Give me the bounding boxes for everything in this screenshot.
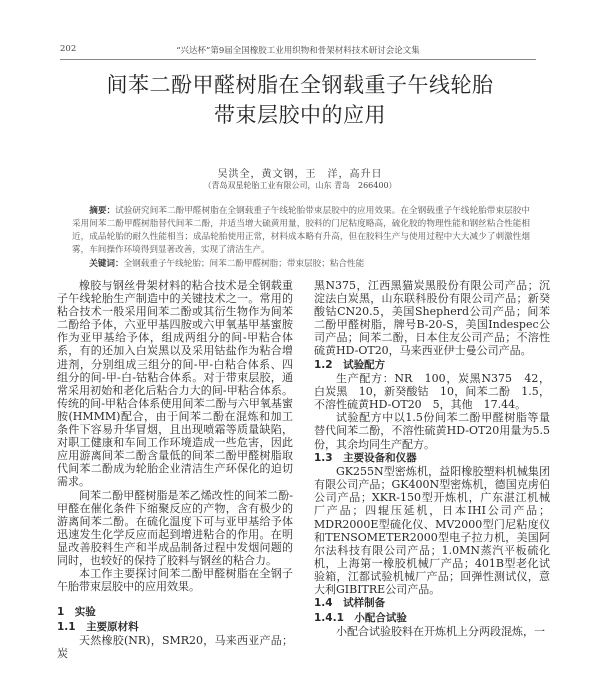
conference-title: “兴达杯”第9届全国橡胶工业用织物和骨架材料技术研讨会论文集 <box>176 46 420 56</box>
keywords-label: 关键词： <box>89 259 124 269</box>
keywords <box>72 257 530 269</box>
keywords-text: 全钢载重子午线轮胎；间苯二酚甲醛树脂；带束层胶；粘合性能 <box>123 259 365 269</box>
paragraph: GK255N型密炼机，益阳橡胶塑料机械集团有限公司产品；GK400N型密炼机，德国克虏伯公司产品；XKR-150型开炼机，广东湛江机械厂产品；四辊压延机，日本IHI公司产品；MDR2000E型硫化仪、MV2000型门尼粘度仪和TENSOMETER2000型电子拉力机，美国阿尔法科技有限公司产品；1.0MN蒸汽平板硫化机，上海第一橡胶机械厂产品；401B型老化试验箱，江都试验机械厂产品；回弹性测试仪，意大利GIBITRE公司产品。 <box>314 465 550 596</box>
subsection-heading-sample-prep: 1.4 试样制备 <box>314 597 386 610</box>
header-rule <box>60 59 536 60</box>
subsection-heading-materials: 1.1 主要原材料 <box>57 620 139 633</box>
paragraph: 黑N375，江西黑猫炭黑股份有限公司产品；沉淀法白炭黑，山东联科股份有限公司产品；新癸酸钴CN20.5，美国Shepherd公司产品；间苯二酚甲醛树脂，牌号B-20-S，美国Indespec公司产品；间苯二酚，日本住友公司产品；不溶性硫黄HD-OT20，马来西亚伊士曼公司产品。 <box>314 279 550 358</box>
running-header <box>60 42 536 58</box>
section-heading-experiment: 1 实验 <box>57 606 96 619</box>
subsection-heading-formula: 1.2 试验配方 <box>314 358 386 371</box>
title-line-2: 带束层胶中的应用 <box>214 103 386 127</box>
paragraph: 间苯二酚甲醛树脂是苯乙烯改性的间苯二酚-甲醛在催化条件下缩聚反应的产物，含有极少的游离间苯二酚。在硫化温度下可与亚甲基给予体迅速发生化学反应而起到增进粘合的作用。在明显改善胶料生产和半成品制备过程中发烟问题的同时，也较好的保持了胶料与钢丝的粘合力。 <box>57 488 293 567</box>
page-number: 202 <box>60 44 77 54</box>
paper-title <box>0 70 600 130</box>
authors: 吴洪全，黄文钢，王 洋，高升日 <box>217 169 383 180</box>
paragraph: 天然橡胶(NR)，SMR20，马来西亚产品；炭 <box>57 634 293 661</box>
paragraph: 试验配方中以1.5份间苯二酚甲醛树脂等量替代间苯二酚，不溶性硫黄HD-OT20用量为5.5份，其余均同生产配方。 <box>314 411 550 451</box>
subsection-heading-small-mix: 1.4.1 小配合试验 <box>314 611 407 624</box>
paragraph: 小配合试验胶料在开炼机上分两段混炼，一 <box>336 625 545 639</box>
paragraph: 生产配方：NR 100，炭黑N375 42，白炭黑 10，新癸酸钴 10，间苯二酚 1.5，不溶性硫黄HD-OT20 5，其他 17.44。 <box>314 372 550 412</box>
abstract <box>72 205 530 257</box>
subsection-heading-equipment: 1.3 主要设备和仪器 <box>314 451 417 464</box>
abstract-label: 摘要： <box>89 206 116 216</box>
paragraph: 橡胶与钢丝骨架材料的粘合技术是全钢载重子午线轮胎生产制造中的关键技术之一。常用的粘合技术一般采用间苯二酚或其衍生物作为间苯二酚给予体，六亚甲基四胺或六甲氧基甲基蜜胺作为亚甲基给予体，组成两组分的间-甲粘合体系，有的还加入白炭黑以及采用钴盐作为粘合增进剂，分别组成三组分的间-甲-白粘合体系、四组分的间-甲-白-钴粘合体系。对于带束层胶，通常采用初始和老化后粘合力大的间-甲粘合体系。传统的间-甲粘合体系使用间苯二酚与六甲氧基蜜胺(HMMM)配合，由于间苯二酚在混炼和加工条件下容易升华冒烟，且出现喷霜等质量缺陷，对职工健康和车间工作环境造成一些危害，因此应用游离间苯二酚含量低的间苯二酚甲醛树脂取代间苯二酚成为轮胎企业清洁生产环保化的迫切需求。 <box>57 279 293 489</box>
affiliation: （青岛双星轮胎工业有限公司，山东 青岛 266400） <box>203 181 397 190</box>
right-column <box>314 279 550 638</box>
title-line-1: 间苯二酚甲醛树脂在全钢载重子午线轮胎 <box>106 73 494 97</box>
abstract-text: 试验研究间苯二酚甲醛树脂在全钢载重子午线轮胎带束层胶中的应用效果。在全钢载重子午线轮胎带束层胶中采用间苯二酚甲醛树脂替代间苯二酚，并适当增大硫黄用量，胶料的门尼粘度略高，硫化胶的物理性能和钢丝粘合性能相近，成品轮胎的耐久性能相当；成品轮胎使用正常，材料成本略有升高，但在胶料生产与使用过程中大大减少了刺激性烟雾，车间操作环境得到显著改善，实现了清洁生产。 <box>72 206 530 255</box>
paragraph: 本工作主要探讨间苯二酚甲醛树脂在全钢子午胎带束层胶中的应用效果。 <box>57 567 293 594</box>
left-column <box>57 279 293 660</box>
